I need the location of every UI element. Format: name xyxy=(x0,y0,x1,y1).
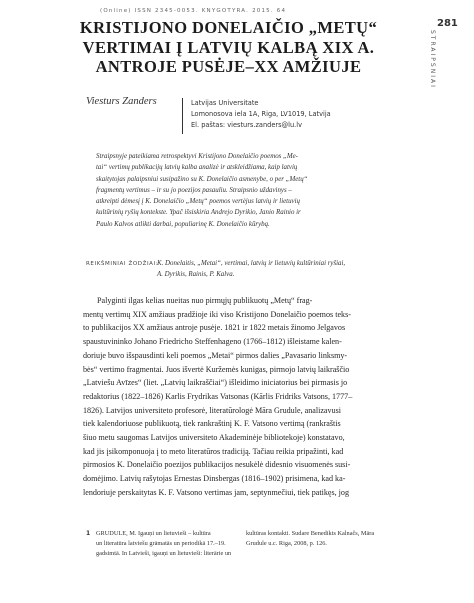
body-line: 1826). Latvijos universiteto profesorė, literatūrologė Māra Grudule, analizavusi xyxy=(83,405,342,415)
affiliation-line: Lomonosova iela 1A, Riga, LV1019, Latvija xyxy=(191,110,331,118)
body-line: šiuo metu saugomas Latvijos universiteto Akademinėje bibliotekoje) konstatavo, xyxy=(83,433,345,443)
body-line: doriuje buvo išspausdinti keli poemos „Metai“ pirmos dalies „Pavasario linksmy- xyxy=(83,350,348,360)
section-side-label: STRAIPSNIAI xyxy=(429,30,436,89)
keywords-line: K. Donelaitis, „Metai“, vertimai, latvių ir lietuvių kultūriniai ryšiai, xyxy=(157,260,346,267)
article-title xyxy=(36,18,421,77)
author-name: Viesturs Zanders xyxy=(86,96,157,107)
body-line: domėjimo. Latvių rašytojas Ernestas Dinsbergas (1816–1902) prisimena, kad ka- xyxy=(83,474,346,484)
keywords-label: REIKŠMINIAI ŽODŽIAI: xyxy=(86,261,159,267)
body-line: „Latviešu Avīzes“ (liet. „Latvių laikraščiai“) išleidimo iniciatorius bei pirmasis jo xyxy=(83,378,348,388)
body-line: bės“ vertimo fragmentai. Juos išvertė Kuržemės kunigas, pirmojo latvių laikraščio xyxy=(83,364,350,374)
page-number: 281 xyxy=(437,18,458,29)
body-line: redaktorius (1822–1826) Karlis Frydrikas Vatsonas (Kārlis Fridriks Vatsons, 1777– xyxy=(83,391,353,401)
affiliation-line: Latvijas Universitate xyxy=(191,99,259,107)
body-line: to publikacijos XX amžiaus antroje pusėje. 1821 ir 1822 metais žinomo Jelgavos xyxy=(83,323,346,333)
abstract-line: atkreipti dėmesį į K. Donelaičio „Metų“ poemos vertėjus latvių ir lietuvių xyxy=(96,198,300,206)
body-line: mentų vertimų XIX amžiaus pradžioje iki viso Kristijono Donelaičio poemos teks- xyxy=(83,309,351,319)
footnote-line: Grudule u.c. Riga, 2008, p. 126. xyxy=(246,540,327,547)
body-line: tiek kalendoriuose publikuotą, tiek rankraštinį K. F. Vatsono vertimą (rankraštis xyxy=(83,419,341,429)
body-line: pirmosios K. Donelaičio poezijos publikacijos nesukėlė didesnio visuomenės susi- xyxy=(83,460,351,470)
journal-header-line: (Online) ISSN 2345-0053. KNYGOTYRA. 2015. 64 xyxy=(100,8,287,14)
body-line: spaustuvininko Johano Friedricho Steffenhageno (1766–1812) išleistame kalen- xyxy=(83,337,342,347)
body-line: Palyginti ilgas kelias nueitas nuo pirmųjų publikuotų „Metų“ frag- xyxy=(97,296,313,305)
keywords xyxy=(157,258,422,281)
keywords-line: A. Dyrikis, Rainis, P. Kalva. xyxy=(157,271,235,279)
abstract-line: Paulo Kalvos atlikti darbai, populiarinę K. Donelaičio kūrybą. xyxy=(96,220,270,228)
footnote-column-1 xyxy=(96,529,251,559)
footnote-line: kultūras kontakti. Sudare Benedikts Kalnačs, Māra xyxy=(246,530,375,537)
author-divider xyxy=(182,98,183,134)
title-line: VERTIMAI Į LATVIŲ KALBĄ XIX A. xyxy=(82,37,375,57)
abstract-line: Straipsnyje pateikiama retrospektyvi Kristijono Donelaičio poemos „Me- xyxy=(96,153,298,160)
author-affiliation xyxy=(191,98,331,131)
body-text xyxy=(83,294,415,500)
footnote-column-2 xyxy=(246,529,421,549)
abstract-line: fragmentų vertimus – ir su jo poezijos pasauliu. Straipsnio uždavinys – xyxy=(96,186,292,194)
footnote-line: GRUDULE, M. Igauņi un lietuvieši – kultūra xyxy=(96,530,211,537)
footnote-line: gadsimtā. In Latvieši, igauņi un lietuvieši: literārie un xyxy=(96,550,232,557)
abstract xyxy=(96,151,416,230)
title-line: ANTROJE PUSĖJE–XX AMŽIUJE xyxy=(95,57,362,76)
abstract-line: kultūrinių ryšių kontekste. Ypač išsiskiria Andrejo Dyrikio, Janio Rainio ir xyxy=(96,209,301,217)
footnote-number: 1 xyxy=(86,530,91,537)
footnote-line: un literatūra latviešu grāmatās un periodikā 17.–19. xyxy=(96,540,226,547)
affiliation-line: El. paštas: viesturs.zanders@lu.lv xyxy=(191,121,302,129)
abstract-line: tai“ vertimų publikacijų latvių kalba analizė ir atskleidžiama, kaip latvių xyxy=(96,164,298,172)
body-line: lendoriuje perskaitytas K. F. Vatsono vertimas jam, septynmečiui, tiek patikęs, jog xyxy=(83,487,350,497)
body-line: kad jis įsikomponuoja į to meto literatūros tradiciją. Tačiau reikia pripažinti, kad xyxy=(83,446,344,456)
title-line: KRISTIJONO DONELAIČIO „METŲ“ xyxy=(79,18,378,37)
abstract-line: skaitytojas palaipsniui susipažino su K. Donelaičio asmenybe, o per „Metų“ xyxy=(96,175,308,183)
